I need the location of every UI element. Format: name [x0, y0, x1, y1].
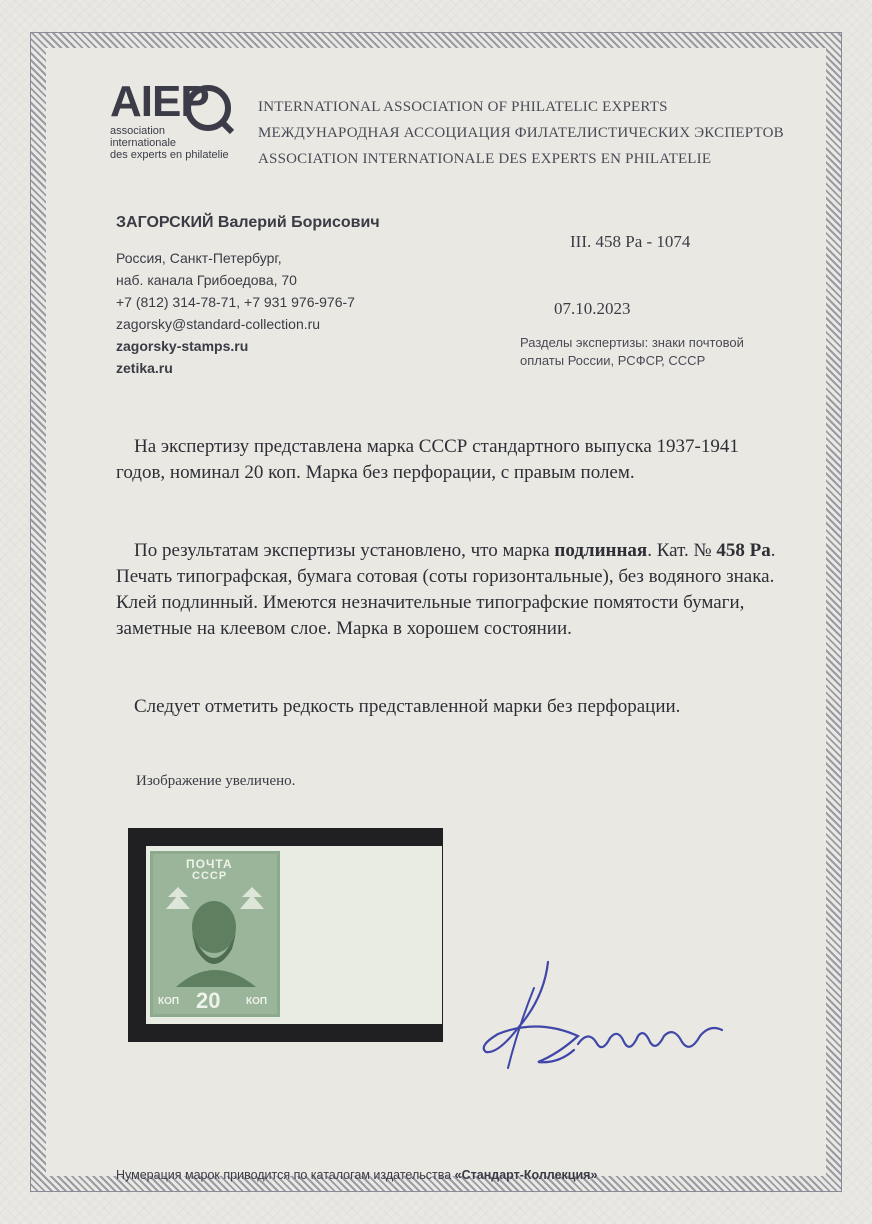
para2-text-a: По результатам экспертизы установлено, что марка	[134, 540, 555, 561]
certificate-date: 07.10.2023	[554, 299, 631, 318]
stamp-photo	[128, 828, 443, 1042]
para1-text: На экспертизу представлена марка СССР стандартного выпуска 1937-1941 годов, номинал 20 коп. Марка без перфорации, с правым полем.	[116, 436, 739, 483]
org-name-fr: ASSOCIATION INTERNATIONALE DES EXPERTS EN PHILATELIE	[258, 151, 712, 167]
expert-name: ЗАГОРСКИЙ Валерий Борисович	[116, 214, 380, 231]
stamp-top-line-2: СССР	[192, 870, 228, 882]
expert-site-1: zagorsky-stamps.ru	[116, 338, 249, 354]
paragraph-rarity	[116, 694, 776, 720]
stamp-top-line-1: ПОЧТА	[186, 857, 233, 871]
footer-catalog-name: «Стандарт-Коллекция»	[454, 1168, 598, 1182]
sections-line-2: оплаты России, РСФСР, СССР	[520, 353, 706, 368]
footer-catalog-note	[116, 1168, 597, 1182]
expert-site-2: zetika.ru	[116, 360, 173, 376]
paragraph-description	[116, 434, 776, 486]
expertise-sections	[520, 334, 780, 370]
stamp-design	[150, 851, 280, 1017]
sections-line-1: Разделы экспертизы: знаки почтовой	[520, 335, 744, 350]
image-enlarged-note: Изображение увеличено.	[136, 773, 296, 789]
logo-subtitle-2: internationale	[110, 137, 177, 149]
logo-subtitle-1: association	[110, 125, 166, 137]
para3-text: Следует отметить редкость представленной марки без перфорации.	[134, 696, 681, 717]
stamp-unit-left: КОП	[158, 996, 180, 1007]
footer-text: Нумерация марок приводится по каталогам издательства	[116, 1168, 455, 1182]
para2-bold-genuine: подлинная	[554, 540, 648, 561]
expert-address-1: Россия, Санкт-Петербург,	[116, 250, 282, 266]
expert-phones: +7 (812) 314-78-71, +7 931 976-976-7	[116, 294, 355, 310]
org-name-ru: МЕЖДУНАРОДНАЯ АССОЦИАЦИЯ ФИЛАТЕЛИСТИЧЕСКИХ ЭКСПЕРТОВ	[258, 125, 784, 141]
para2-bold-catalog: 458 Ра	[716, 540, 771, 561]
expert-signature	[478, 958, 738, 1078]
logo-subtitle-3: des experts en philatelie	[110, 149, 229, 161]
stamp-unit-right: КОП	[246, 996, 268, 1007]
expert-address-2: наб. канала Грибоедова, 70	[116, 272, 297, 288]
stamp-denomination: 20	[196, 988, 221, 1013]
expert-email: zagorsky@standard-collection.ru	[116, 316, 321, 332]
org-name-en: INTERNATIONAL ASSOCIATION OF PHILATELIC EXPERTS	[258, 99, 668, 115]
logo-wordmark: AIEP	[110, 77, 209, 126]
magnifier-stamp-icon	[184, 84, 234, 134]
para2-text-c: . Печать типографская, бумага сотовая (соты горизонтальные), без водяного знака. Клей подлинный. Имеются незначительные типографские помятости бумаги, заметные на клеевом слое. Марка в хорошем состоянии.	[116, 540, 776, 639]
para2-text-b: . Кат. №	[647, 540, 717, 561]
aiep-logo	[110, 77, 245, 172]
stamp-portrait-icon	[162, 887, 268, 987]
paragraph-result	[116, 538, 776, 642]
certificate-number: III. 458 Ра - 1074	[570, 232, 691, 251]
